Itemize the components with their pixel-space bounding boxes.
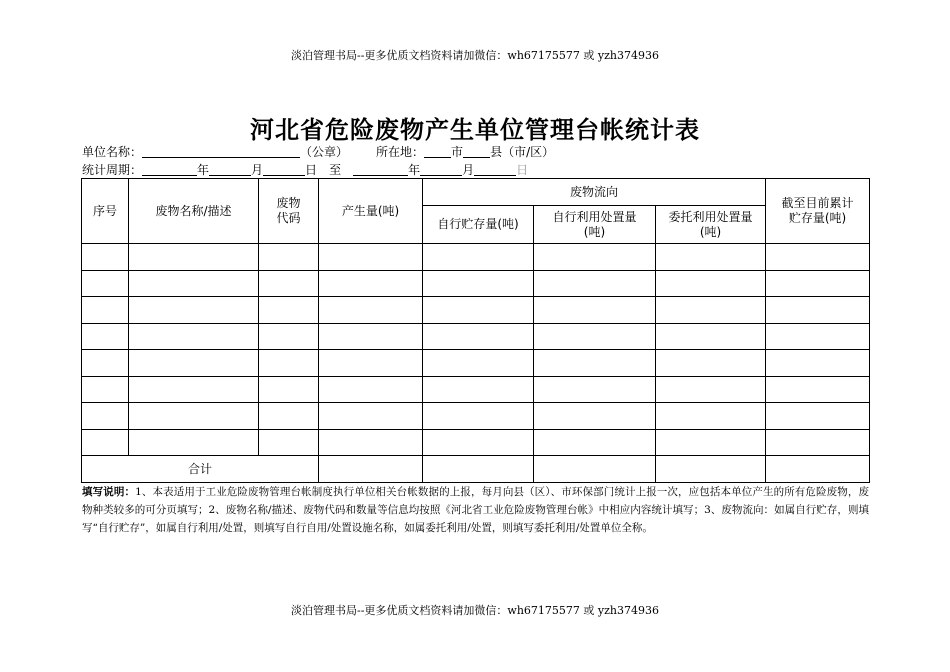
table-cell[interactable] (259, 323, 319, 350)
table-cell[interactable] (259, 297, 319, 324)
end-month-label: 月 (462, 163, 475, 177)
total-cell[interactable] (319, 456, 423, 483)
table-row (82, 376, 870, 403)
table-cell[interactable] (534, 323, 656, 350)
end-day-field[interactable] (474, 163, 516, 176)
table-cell[interactable] (423, 376, 534, 403)
table-cell[interactable] (534, 376, 656, 403)
period-label: 统计周期： (82, 163, 143, 177)
table-cell[interactable] (534, 270, 656, 297)
table-cell[interactable] (129, 403, 259, 430)
table-row (82, 297, 870, 324)
table-cell[interactable] (423, 244, 534, 271)
start-year-label: 年 (197, 163, 210, 177)
table-cell[interactable] (82, 270, 129, 297)
table-cell[interactable] (82, 323, 129, 350)
table-cell[interactable] (319, 270, 423, 297)
table-cell[interactable] (259, 403, 319, 430)
header-self-use (534, 206, 656, 244)
table-cell[interactable] (766, 323, 870, 350)
table-cell[interactable] (423, 403, 534, 430)
table-row (82, 244, 870, 271)
table-cell[interactable] (766, 350, 870, 377)
table-cell[interactable] (129, 350, 259, 377)
table-cell[interactable] (656, 350, 766, 377)
table-cell[interactable] (319, 403, 423, 430)
table-cell[interactable] (534, 244, 656, 271)
header-waste-name: 废物名称/描述 (129, 179, 259, 244)
end-day-label: 日 (516, 163, 529, 177)
notes-text: 1、本表适用于工业危险废物管理台帐制度执行单位相关台帐数据的上报，每月向县（区）、市环保部门统计上报一次，应包括本单位产生的所有危险废物，废物种类较多的可分页填写；2、废物名称/描述、废物代码和数量等信息均按照《河北省工业危险废物管理台帐》中相应内容统计填写；3、废物流向：如属自行贮存，则填写“自行贮存”，如属自行利用/处置，则填写自行自用/处置设施名称，如属委托利用/处置，则填写委托利用/处置单位全称。 (82, 486, 870, 534)
total-cell[interactable] (656, 456, 766, 483)
table-cell[interactable] (82, 403, 129, 430)
city-label: 市 (451, 145, 464, 159)
county-field[interactable] (463, 145, 490, 158)
unit-name-label: 单位名称： (82, 145, 143, 159)
notes-label: 填写说明： (82, 486, 136, 498)
end-year-field[interactable] (353, 163, 408, 176)
table-cell[interactable] (766, 429, 870, 456)
table-cell[interactable] (423, 350, 534, 377)
waste-ledger-table (81, 178, 870, 483)
start-day-label: 日 (305, 163, 318, 177)
seal-label: （公章） (300, 145, 349, 159)
period-info-line (82, 161, 528, 178)
table-cell[interactable] (319, 429, 423, 456)
total-label: 合计 (82, 456, 319, 483)
table-cell[interactable] (82, 297, 129, 324)
header-entrust (656, 206, 766, 244)
end-month-field[interactable] (420, 163, 462, 176)
location-label: 所在地： (376, 145, 425, 159)
header-waste-code-text: 废物代码 (276, 196, 301, 225)
table-cell[interactable] (129, 297, 259, 324)
unit-info-line (82, 143, 554, 160)
table-cell[interactable] (656, 376, 766, 403)
table-cell[interactable] (259, 350, 319, 377)
start-month-label: 月 (251, 163, 264, 177)
total-cell[interactable] (423, 456, 534, 483)
start-day-field[interactable] (263, 163, 305, 176)
header-entrust-text: 委托利用处置量(吨) (668, 209, 753, 239)
watermark-bottom: 淡泊管理书局--更多优质文档资料请加微信：wh67175577 或 yzh374936 (291, 604, 659, 617)
table-cell[interactable] (319, 350, 423, 377)
table-cell[interactable] (534, 297, 656, 324)
table-cell[interactable] (423, 429, 534, 456)
table-row (82, 270, 870, 297)
page-title: 河北省危险废物产生单位管理台帐统计表 (250, 115, 700, 144)
table-cell[interactable] (656, 323, 766, 350)
header-seq: 序号 (82, 179, 129, 244)
table-row (82, 323, 870, 350)
table-cell[interactable] (129, 323, 259, 350)
table-cell[interactable] (259, 376, 319, 403)
table-cell[interactable] (82, 244, 129, 271)
table-cell[interactable] (129, 429, 259, 456)
table-cell[interactable] (766, 270, 870, 297)
header-waste-code (259, 179, 319, 244)
table-cell[interactable] (656, 403, 766, 430)
table-row (82, 429, 870, 456)
table-cell[interactable] (656, 429, 766, 456)
header-self-use-text: 自行利用处置量(吨) (552, 209, 637, 239)
table-cell[interactable] (534, 429, 656, 456)
table-cell[interactable] (319, 376, 423, 403)
watermark-top: 淡泊管理书局--更多优质文档资料请加微信：wh67175577 或 yzh374936 (291, 49, 659, 62)
header-cumulative-text: 截至目前累计贮存量(吨) (781, 196, 854, 225)
start-year-field[interactable] (142, 163, 197, 176)
table-cell[interactable] (129, 376, 259, 403)
filling-instructions (82, 483, 869, 537)
table-cell[interactable] (319, 297, 423, 324)
table-cell[interactable] (129, 244, 259, 271)
table-cell[interactable] (766, 376, 870, 403)
table-cell[interactable] (423, 270, 534, 297)
table-row (82, 403, 870, 430)
unit-name-field[interactable] (142, 145, 300, 158)
ledger-body (82, 244, 870, 456)
table-cell[interactable] (319, 323, 423, 350)
to-label: 至 (329, 163, 342, 177)
table-cell[interactable] (656, 270, 766, 297)
header-cumulative (766, 179, 870, 244)
table-cell[interactable] (423, 297, 534, 324)
table-cell[interactable] (766, 244, 870, 271)
table-cell[interactable] (766, 297, 870, 324)
table-cell[interactable] (656, 244, 766, 271)
table-cell[interactable] (656, 297, 766, 324)
table-cell[interactable] (534, 350, 656, 377)
table-cell[interactable] (534, 403, 656, 430)
table-cell[interactable] (259, 429, 319, 456)
table-cell[interactable] (766, 403, 870, 430)
table-cell[interactable] (129, 270, 259, 297)
start-month-field[interactable] (209, 163, 251, 176)
city-field[interactable] (424, 145, 451, 158)
table-cell[interactable] (82, 429, 129, 456)
header-self-store: 自行贮存量(吨) (423, 206, 534, 244)
header-produced: 产生量(吨) (319, 179, 423, 244)
table-cell[interactable] (319, 244, 423, 271)
end-year-label: 年 (408, 163, 421, 177)
total-cell[interactable] (766, 456, 870, 483)
table-cell[interactable] (82, 376, 129, 403)
table-cell[interactable] (259, 244, 319, 271)
table-cell[interactable] (423, 323, 534, 350)
header-waste-flow: 废物流向 (423, 179, 766, 206)
county-label: 县（市/区） (490, 145, 555, 159)
total-cell[interactable] (534, 456, 656, 483)
table-cell[interactable] (82, 350, 129, 377)
table-cell[interactable] (259, 270, 319, 297)
table-row (82, 350, 870, 377)
